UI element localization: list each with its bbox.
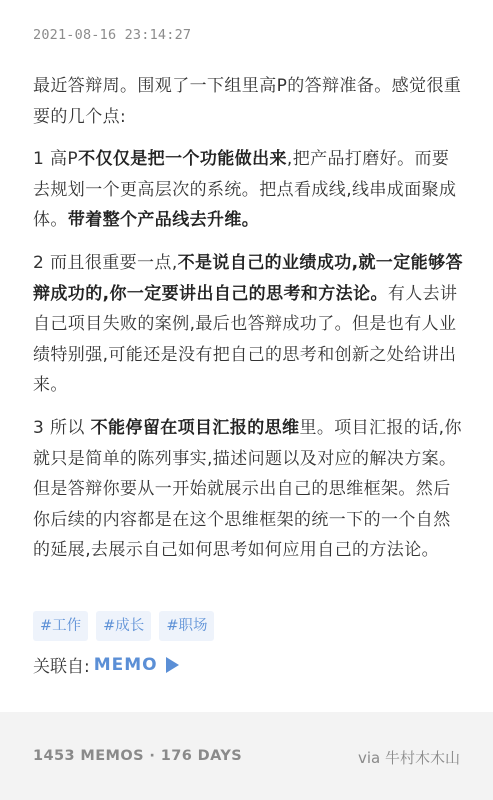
memo-stats: 1453 MEMOS · 176 DAYS bbox=[33, 748, 243, 764]
tag-list bbox=[33, 611, 214, 641]
memo-timestamp: 2021-08-16 23:14:27 bbox=[33, 27, 192, 43]
tag-work[interactable]: #工作 bbox=[33, 611, 88, 641]
tag-growth[interactable]: #成长 bbox=[96, 611, 151, 641]
memo-paragraph: 2 而且很重要一点,不是说自己的业绩成功,就一定能够答辩成功的,你一定要讲出自己的思考和方法论。有人去讲自己项目失败的案例,最后也答辩成功了。但是也有人业绩特别强,可能还是没有把自己的思考和创新之处给讲出来。 bbox=[33, 252, 463, 396]
memo-paragraph: 3 所以 不能停留在项目汇报的思维里。项目汇报的话,你就只是简单的陈列事实,描述问题以及对应的解决方案。但是答辩你要从一开始就展示出自己的思维框架。然后你后续的内容都是在这个思维框架的统一下的一个自然的延展,去展示自己如何思考如何应用自己的方法论。 bbox=[33, 417, 462, 561]
related-from bbox=[33, 652, 179, 677]
related-label: 关联自: bbox=[33, 657, 90, 677]
memo-paragraph: 最近答辩周。围观了一下组里高P的答辩准备。感觉很重要的几个点: bbox=[33, 76, 462, 127]
memo-paragraph: 1 高P不仅仅是把一个功能做出来,把产品打磨好。而要去规划一个更高层次的系统。把点看成线,线串成面聚成体。带着整个产品线去升维。 bbox=[33, 149, 457, 231]
footer bbox=[0, 712, 493, 800]
tag-career[interactable]: #职场 bbox=[159, 611, 214, 641]
via-author: via 牛村木木山 bbox=[357, 749, 460, 767]
play-arrow-icon bbox=[166, 657, 179, 673]
related-memo-link[interactable]: MEMO bbox=[94, 655, 179, 675]
memo-content bbox=[33, 71, 463, 578]
